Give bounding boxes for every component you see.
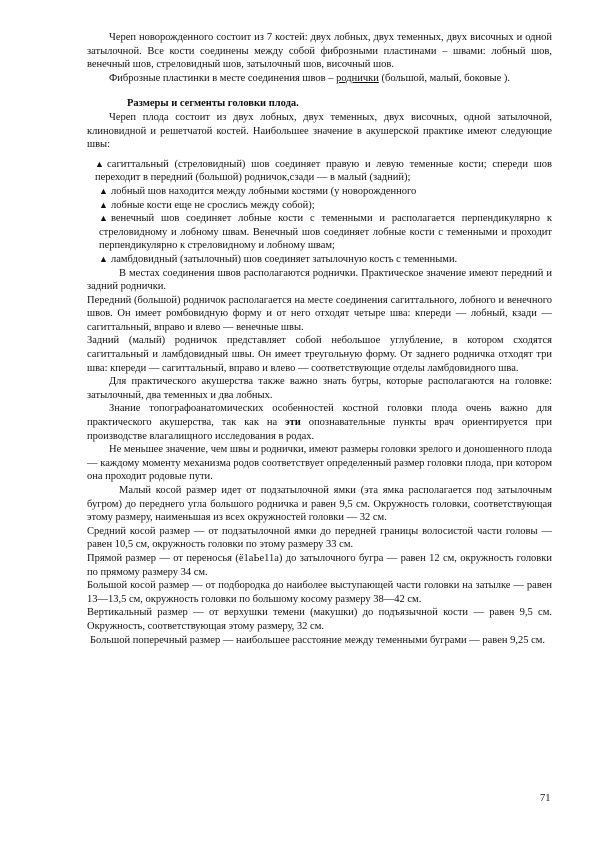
bullet-sagittal [87, 158, 552, 185]
paragraph-head-sizes: Не меньшее значение, чем швы и роднички, имеют размеры головки зрелого и доношенного плода — каждому моменту механизма родов соответствует определенный размер головки плода, при котором она проходит родовые пути. [87, 444, 552, 483]
bullet-lambdoid-text: ламбдовидный (затылочный) шов соединяет затылочную кость с теменными. [111, 253, 458, 265]
triangle-bullet-icon: ▲ [95, 158, 104, 169]
paragraph-large-oblique: Большой косой размер — от подбородка до наиболее выступающей части головки на затылке — равен 13—13,5 см, окружность головки по большому косому размеру 38—42 см. [87, 580, 552, 605]
bullet-frontal-continued-text: лобные кости еще не срослись между собой); [111, 199, 315, 211]
paragraph-fontanelles-text-b: (большой, малый, боковые ). [378, 72, 510, 84]
paragraph-transverse-size: Большой поперечный размер — наибольшее расстояние между теменными буграми — равен 9,25 см. [90, 634, 546, 646]
page-number: 71 [540, 793, 551, 804]
fontanelles-link[interactable]: роднички [336, 72, 379, 84]
paragraph-topography [87, 402, 552, 443]
page-body [87, 31, 552, 647]
paragraph-straight-size: Прямой размер — от переносья (ё1аЬе11а) до затылочного бугра — равен 12 см, окружность головки по прямому размеру 34 см. [87, 552, 552, 578]
triangle-bullet-icon: ▲ [99, 199, 108, 210]
paragraph-posterior-fontanelle: Задний (малый) родничок представляет собой небольшое углубление, в котором сходятся сагиттальный и ламбдовидный швы. Он имеет треугольную форму. От заднего родничка отходят три шва: кпереди — сагиттальный, вправо и влево — соответствующие отделы ламбдовидного шва. [87, 335, 552, 374]
bullet-sagittal-text: сагиттальный (стреловидный) шов соединяет правую и левую теменные кости; спереди шов переходит в передний (большой) родничок,сзади — в малый (задний); [95, 158, 552, 184]
paragraph-fontanelles [87, 72, 552, 86]
triangle-bullet-icon: ▲ [99, 253, 108, 264]
bullet-coronal [87, 212, 552, 253]
paragraph-topography-text-b: опознавательные пункты врач ориентируется при производстве влагалищного исследования в родах. [87, 417, 552, 442]
bullet-coronal-text: венечный шов соединяет лобные кости с теменными и располагается перпендикулярно к стреловидному и лобному швам. Венечный шов соединяет лобные кости с теменными и проходит перпендикулярно к стреловидному и лобному швам; [99, 213, 552, 252]
paragraph-topography-text-a: Знание топографоанатомических особенностей костной головки плода очень важно для практического акушерства, так как на [87, 403, 552, 429]
bullet-lambdoid [87, 253, 552, 267]
paragraph-fontanelles-text-a: Фиброзные пластинки в месте соединения швов – [109, 72, 337, 84]
paragraph-tubers: Для практического акушерства также важно знать бугры, которые располагаются на головке: затылочный, два теменных и два лобных. [87, 376, 552, 401]
bullet-frontal-continued [87, 199, 552, 213]
paragraph-vertical-size: Вертикальный размер — от верхушки темени (макушки) до подъязычной кости — равен 9,5 см. Окружность, соответствующая этому размеру, 32 см. [87, 607, 552, 632]
section-heading: Размеры и сегменты головки плода. [127, 98, 299, 110]
paragraph-middle-oblique: Средний косой размер — от подзатылочной ямки до передней границы волосистой части головы — равен 10,5 см, окружность головки по этому размеру 33 см. [87, 525, 552, 551]
bullet-frontal [87, 185, 552, 199]
bullet-frontal-text: лобный шов находится между лобными костями (у новорожденного [111, 185, 417, 197]
triangle-bullet-icon: ▲ [99, 185, 108, 196]
triangle-bullet-icon: ▲ [99, 213, 108, 224]
paragraph-fontanelle-locations: В местах соединения швов располагаются роднички. Практическое значение имеют передний и задний роднички. [87, 267, 552, 293]
paragraph-fetal-skull: Череп плода состоит из двух лобных, двух теменных, двух височных, одной затылочной, клиновидной и решетчатой костей. Наибольшее значение в акушерской практике имеют следующие швы: [87, 111, 552, 151]
paragraph-small-oblique: Малый косой размер идет от подзатылочной ямки (эта ямка располагается под затылочным бугром) до переднего угла большого родничка и равен 9,5 см. Окружность головки, соответствующая этому размеру, наименьшая из всех окружностей головки — 32 см. [87, 485, 552, 524]
paragraph-skull-newborn: Череп новорожденного состоит из 7 костей: двух лобных, двух теменных, двух височных и одной затылочной. Все кости соединены между собой фиброзными пластинами – швами: лобный шов, венечный шов, стреловидный шов, затылочный шов, височный шов. [87, 32, 552, 71]
paragraph-anterior-fontanelle: Передний (большой) родничок располагается на месте соединения сагиттального, лобного и венечного швов. Он имеет ромбовидную форму и от него отходят четыре шва: кпереди — лобный, кзади — сагиттальный, вправо и влево — венечные швы. [87, 294, 552, 333]
emphasis-word: эти [285, 417, 301, 429]
